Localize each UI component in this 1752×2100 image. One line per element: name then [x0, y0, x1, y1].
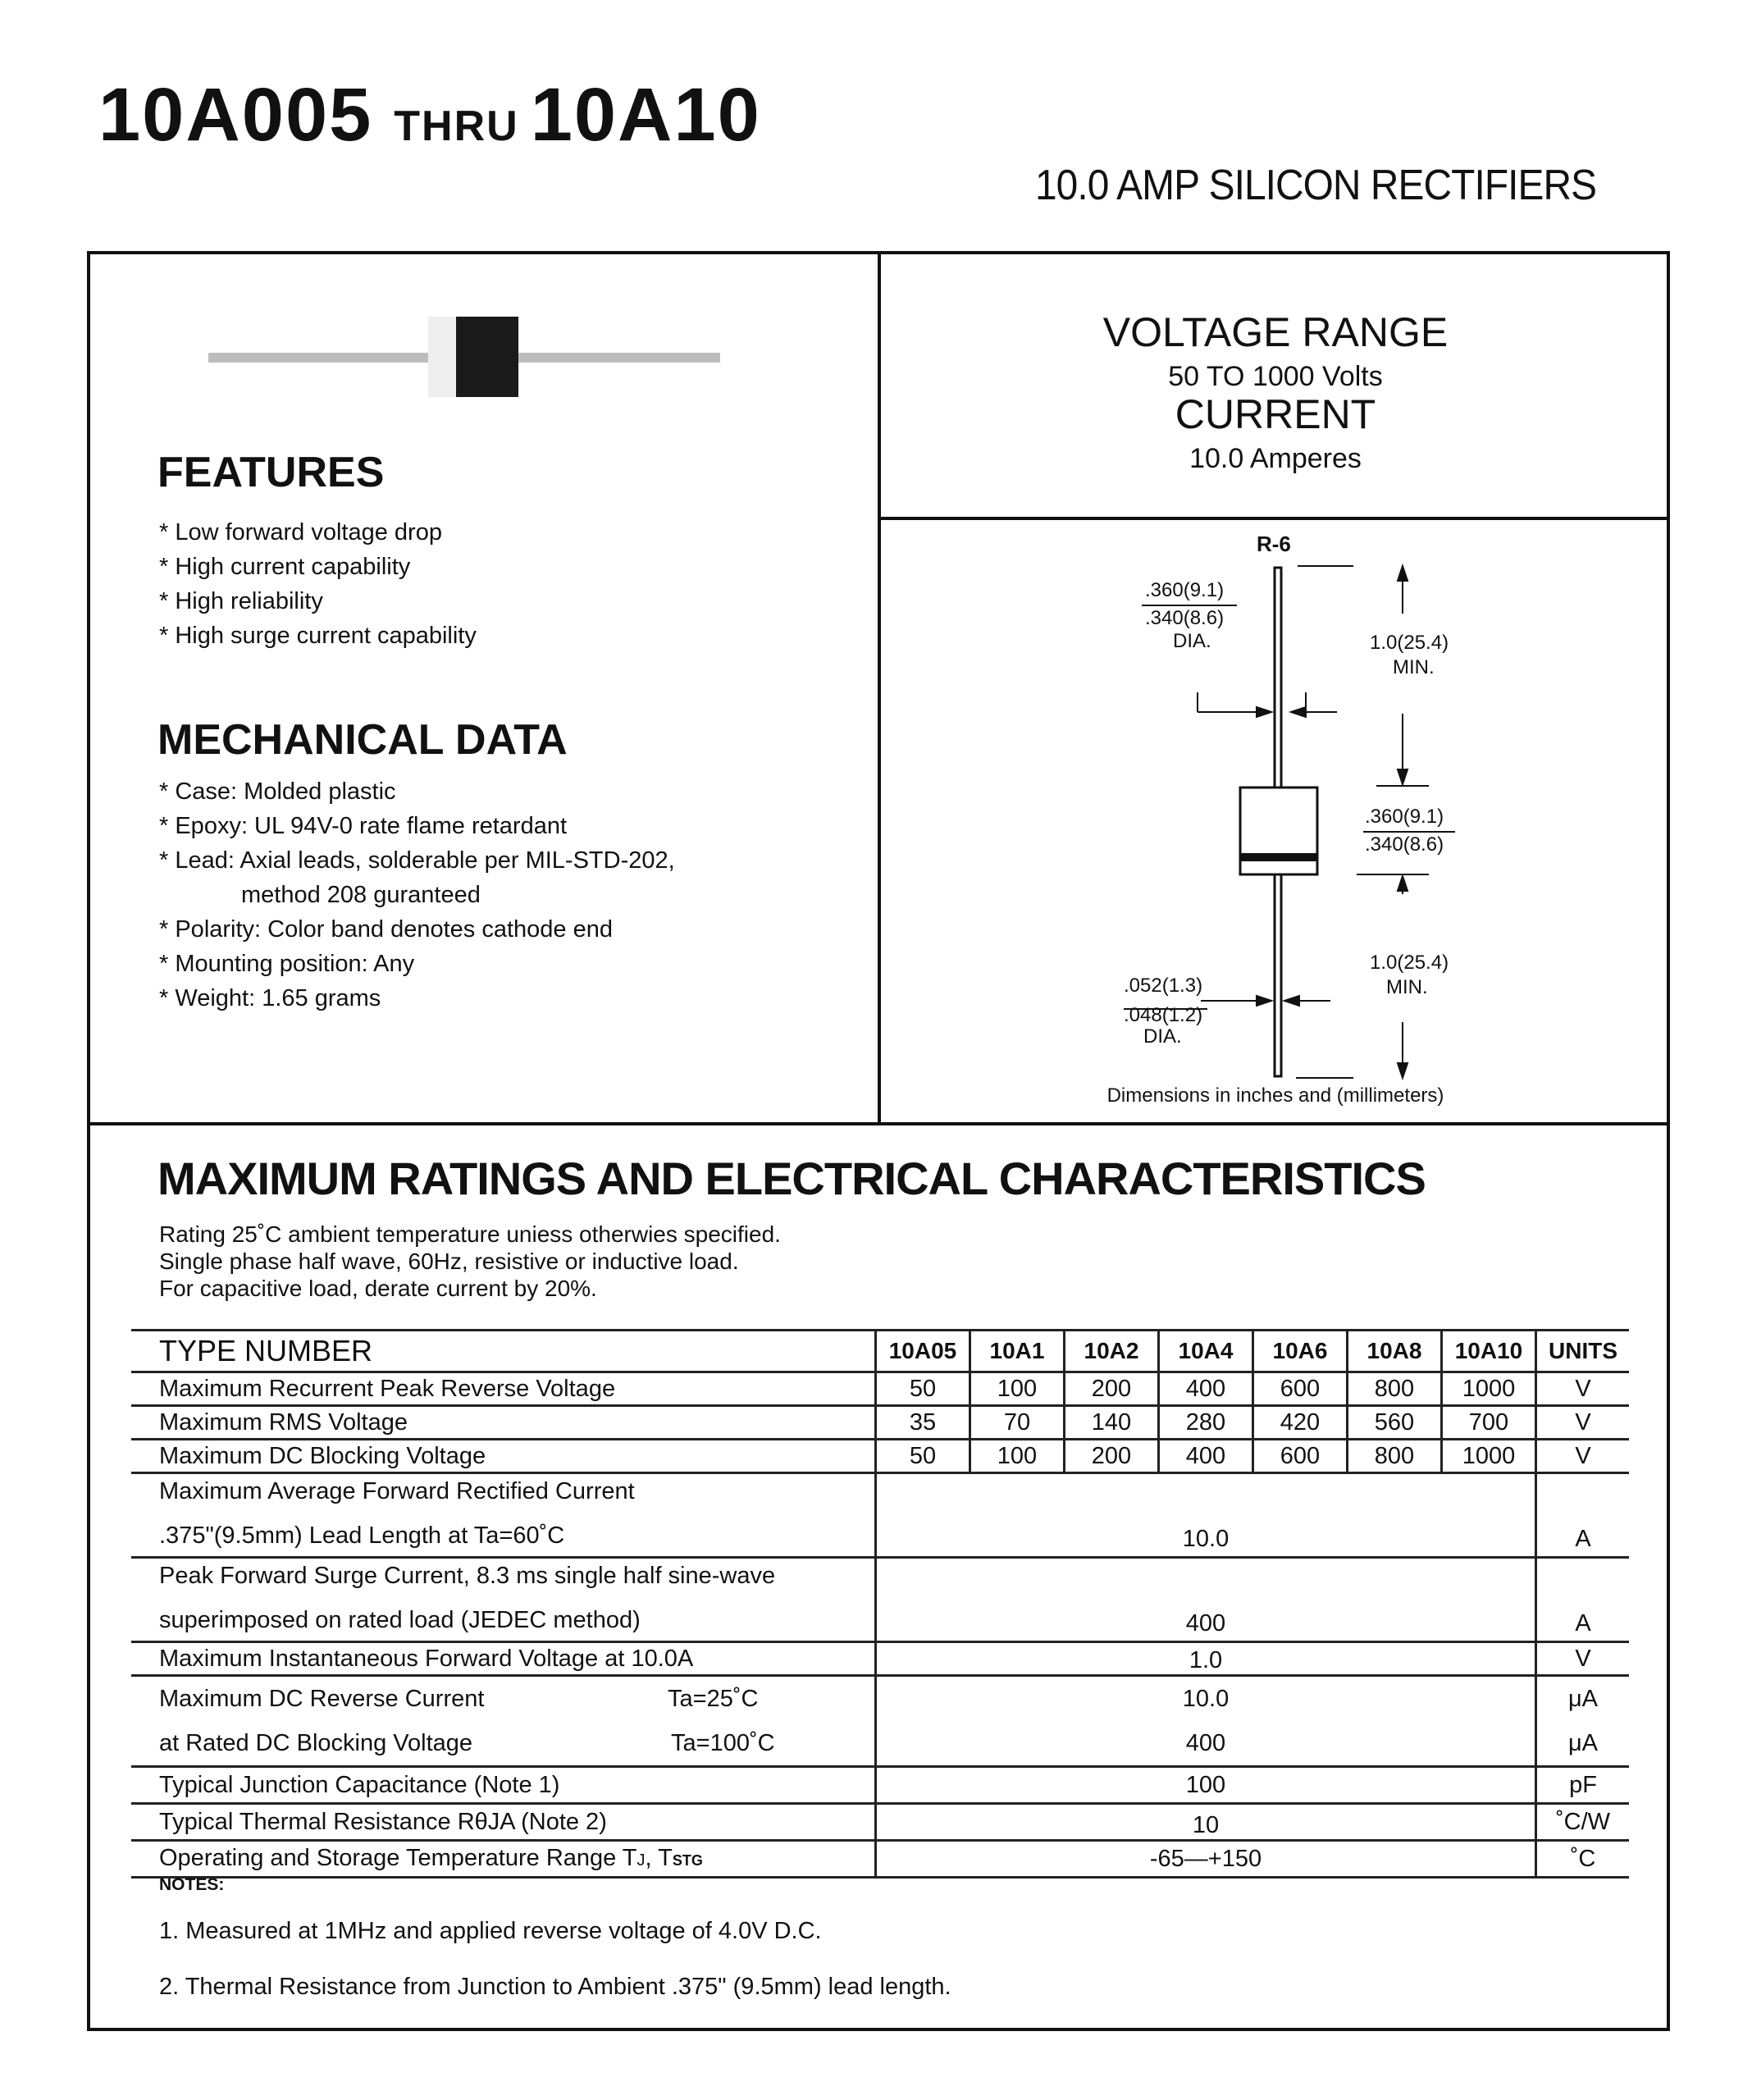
- type-number-header: TYPE NUMBER: [131, 1331, 876, 1372]
- diode-body: [456, 317, 518, 397]
- cell-value: 1000: [1442, 1440, 1536, 1473]
- param-name: [131, 1473, 876, 1558]
- param-line: .375"(9.5mm) Lead Length at Ta=60˚C: [159, 1522, 565, 1549]
- cell-value: 100: [876, 1767, 1536, 1804]
- cell-value: 10.0: [876, 1473, 1536, 1558]
- dimensions-footnote: Dimensions in inches and (millimeters): [1106, 1084, 1444, 1107]
- note-item: 1. Measured at 1MHz and applied reverse voltage of 4.0V D.C.: [159, 1918, 822, 1944]
- param-name: [131, 1841, 876, 1878]
- cell-value: [876, 1676, 1536, 1767]
- conditions-text: [159, 1221, 781, 1302]
- cell-unit: A: [1536, 1473, 1630, 1558]
- ratings-table: [131, 1329, 1629, 1879]
- lead-top: [1275, 568, 1281, 788]
- table-row: [131, 1558, 1629, 1642]
- param-name: Typical Junction Capacitance (Note 1): [131, 1767, 876, 1804]
- table-row: [131, 1372, 1629, 1406]
- list-item: * Mounting position: Any: [159, 951, 415, 977]
- mechanical-heading: MECHANICAL DATA: [157, 716, 568, 764]
- cell-value: 800: [1348, 1372, 1442, 1406]
- lead-length-top: 1.0(25.4): [1370, 632, 1449, 654]
- list-item: * Case: Molded plastic: [159, 778, 396, 805]
- cell-value: 35: [876, 1406, 970, 1440]
- value-line: 10.0: [1182, 1686, 1230, 1712]
- cell-value: 400: [1159, 1440, 1253, 1473]
- subscript: STG: [672, 1851, 703, 1869]
- lead-bottom: [1275, 874, 1281, 1076]
- cell-value: 280: [1159, 1406, 1253, 1440]
- cell-value: 100: [970, 1372, 1065, 1406]
- part-from: 10A005: [98, 73, 373, 157]
- param-name: Maximum RMS Voltage: [131, 1406, 876, 1440]
- cell-value: 600: [1253, 1372, 1348, 1406]
- list-item: * High reliability: [159, 588, 323, 614]
- cell-value: 700: [1442, 1406, 1536, 1440]
- wire-dia-top: .052(1.3): [1124, 975, 1203, 997]
- wire-dia-label: DIA.: [1143, 1025, 1182, 1048]
- column-header: 10A05: [876, 1331, 970, 1372]
- notes-heading: NOTES:: [159, 1875, 225, 1894]
- condition-line: Single phase half wave, 60Hz, resistive or inductive load.: [159, 1249, 739, 1274]
- cell-value: 420: [1253, 1406, 1348, 1440]
- cell-value: 200: [1065, 1372, 1159, 1406]
- condition: Ta=100˚C: [671, 1730, 775, 1756]
- wire-dia-bottom: .048(1.2): [1124, 1004, 1203, 1026]
- table-row: [131, 1440, 1629, 1473]
- units-header: UNITS: [1536, 1331, 1630, 1372]
- current-value: 10.0 Amperes: [1189, 443, 1362, 474]
- cell-value: 800: [1348, 1440, 1442, 1473]
- cell-value: 50: [876, 1440, 970, 1473]
- param-name: [131, 1558, 876, 1642]
- list-item: * High current capability: [159, 554, 411, 580]
- cell-unit: V: [1536, 1440, 1630, 1473]
- param-name: [131, 1676, 876, 1767]
- cell-value: 50: [876, 1372, 970, 1406]
- cell-unit: pF: [1536, 1767, 1630, 1804]
- features-list: [159, 515, 477, 653]
- value-line: 400: [1185, 1730, 1226, 1756]
- table-row: [131, 1642, 1629, 1676]
- cell-unit: ˚C: [1536, 1841, 1630, 1878]
- param-line: Maximum Average Forward Rectified Current: [159, 1478, 635, 1504]
- package-outline-drawing: [881, 520, 1670, 1122]
- body-dim-top: .360(9.1): [1365, 806, 1444, 828]
- list-item: * Lead: Axial leads, solderable per MIL-STD-202,: [159, 847, 675, 874]
- subscript: J: [636, 1851, 646, 1869]
- column-header: 10A10: [1442, 1331, 1536, 1372]
- lead-dia-bottom: .340(8.6): [1145, 607, 1225, 629]
- lead-length-top-label: MIN.: [1393, 656, 1435, 678]
- cell-value: -65—+150: [876, 1841, 1536, 1878]
- table-row: [131, 1804, 1629, 1841]
- cell-value: 600: [1253, 1440, 1348, 1473]
- param-text: Operating and Storage Temperature Range T: [159, 1844, 637, 1871]
- cell-value: 200: [1065, 1440, 1159, 1473]
- table-row: [131, 1473, 1629, 1558]
- table-header-row: [131, 1331, 1629, 1372]
- package-name: R-6: [1257, 532, 1291, 556]
- column-header: 10A8: [1348, 1331, 1442, 1372]
- table-row: [131, 1767, 1629, 1804]
- list-item: * Polarity: Color band denotes cathode end: [159, 916, 613, 943]
- voltage-range-value: 50 TO 1000 Volts: [1168, 361, 1383, 392]
- unit-line: μA: [1567, 1730, 1599, 1756]
- param-line: Peak Forward Surge Current, 8.3 ms single half sine-wave: [159, 1563, 776, 1589]
- cell-value: 70: [970, 1406, 1065, 1440]
- lead-length-bottom-label: MIN.: [1386, 976, 1428, 998]
- param-line: superimposed on rated load (JEDEC method): [159, 1607, 641, 1633]
- cell-value: 140: [1065, 1406, 1159, 1440]
- characteristics-heading: MAXIMUM RATINGS AND ELECTRICAL CHARACTERISTICS: [157, 1153, 1426, 1204]
- note-item: 2. Thermal Resistance from Junction to Ambient .375" (9.5mm) lead length.: [159, 1974, 951, 2000]
- param-name: Typical Thermal Resistance RθJA (Note 2): [131, 1804, 876, 1841]
- condition-line: Rating 25˚C ambient temperature uniess otherwies specified.: [159, 1221, 781, 1247]
- param-name: Maximum DC Blocking Voltage: [131, 1440, 876, 1473]
- cell-unit: V: [1536, 1406, 1630, 1440]
- param-name: Maximum Instantaneous Forward Voltage at 10.0A: [131, 1642, 876, 1676]
- condition-line: For capacitive load, derate current by 20%.: [159, 1276, 597, 1301]
- diode-body-band: [428, 317, 458, 397]
- cell-value: 10: [876, 1804, 1536, 1841]
- column-header: 10A1: [970, 1331, 1065, 1372]
- features-heading: FEATURES: [157, 449, 385, 496]
- condition: Ta=25˚C: [668, 1686, 759, 1712]
- list-item: * Epoxy: UL 94V-0 rate flame retardant: [159, 813, 568, 839]
- current-label: CURRENT: [1175, 391, 1376, 437]
- cell-unit: ˚C/W: [1536, 1804, 1630, 1841]
- document-subtitle: 10.0 AMP SILICON RECTIFIERS: [1035, 162, 1597, 209]
- lead-length-bottom: 1.0(25.4): [1370, 952, 1449, 974]
- cell-unit: A: [1536, 1558, 1630, 1642]
- column-header: 10A6: [1253, 1331, 1348, 1372]
- list-item: * Weight: 1.65 grams: [159, 985, 381, 1011]
- list-item: method 208 guranteed: [241, 882, 481, 908]
- cell-value: 100: [970, 1440, 1065, 1473]
- package-body: [1240, 788, 1317, 874]
- voltage-range-label: VOLTAGE RANGE: [1102, 309, 1449, 355]
- cell-value: 1.0: [876, 1642, 1536, 1676]
- cell-unit: V: [1536, 1372, 1630, 1406]
- column-header: 10A4: [1159, 1331, 1253, 1372]
- thru-label: THRU: [394, 103, 519, 150]
- column-header: 10A2: [1065, 1331, 1159, 1372]
- lead-dia-top: .360(9.1): [1145, 579, 1225, 601]
- list-item: * High surge current capability: [159, 623, 477, 649]
- param-name: Maximum Recurrent Peak Reverse Voltage: [131, 1372, 876, 1406]
- lead-dia-label: DIA.: [1173, 630, 1211, 652]
- param-text: , T: [645, 1844, 673, 1871]
- body-dim-bottom: .340(8.6): [1365, 833, 1444, 856]
- table-row: [131, 1406, 1629, 1440]
- mechanical-list: [159, 774, 675, 1016]
- cathode-band: [1240, 853, 1317, 861]
- table-row: [131, 1676, 1629, 1767]
- param-line: at Rated DC Blocking Voltage: [159, 1730, 473, 1756]
- table-row: [131, 1841, 1629, 1878]
- list-item: * Low forward voltage drop: [159, 519, 442, 546]
- param-line: Maximum DC Reverse Current: [159, 1686, 485, 1712]
- cell-value: 400: [876, 1558, 1536, 1642]
- cell-value: 1000: [1442, 1372, 1536, 1406]
- document-title: [98, 72, 761, 158]
- cell-value: 400: [1159, 1372, 1253, 1406]
- cell-value: 560: [1348, 1406, 1442, 1440]
- cell-unit: V: [1536, 1642, 1630, 1676]
- part-to: 10A10: [530, 73, 761, 157]
- cell-unit: [1536, 1676, 1630, 1767]
- frame-divider-middle: [87, 1122, 1670, 1125]
- unit-line: μA: [1567, 1686, 1599, 1712]
